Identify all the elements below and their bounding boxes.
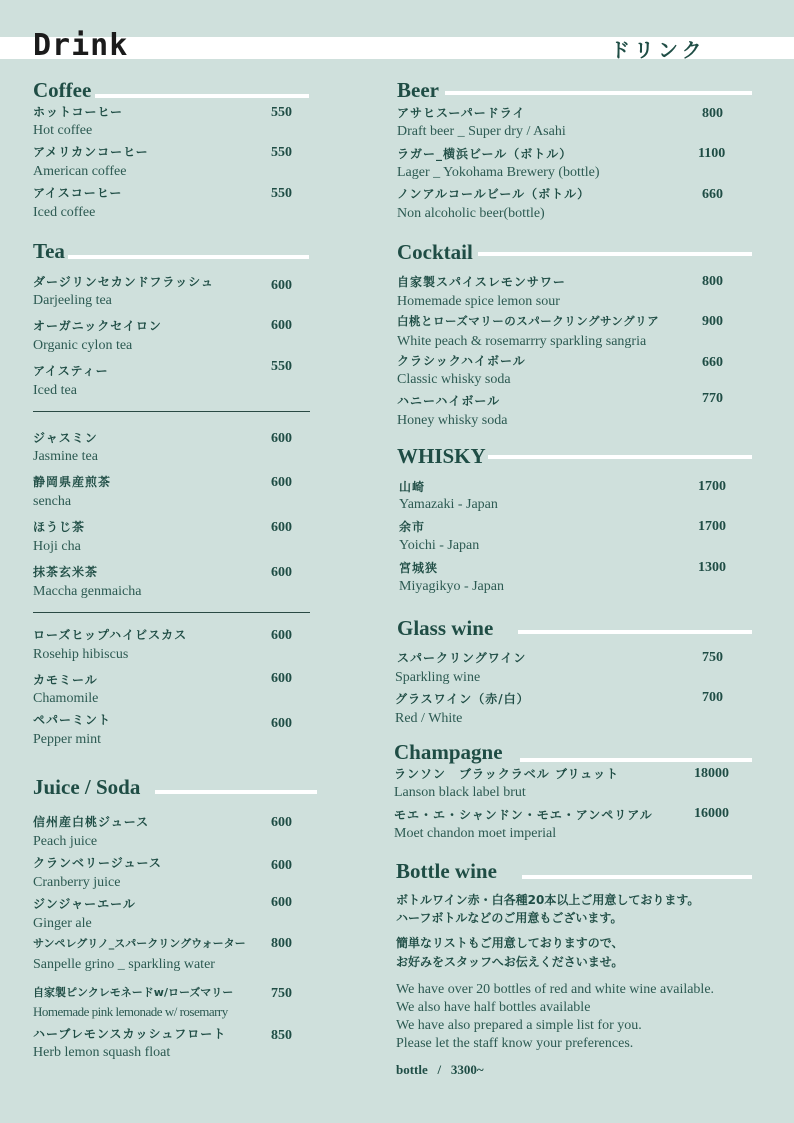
section-title-tea: Tea bbox=[33, 239, 65, 263]
menu-item-name-en: Iced tea bbox=[33, 383, 77, 398]
page-title-jp: ドリンク bbox=[610, 38, 706, 62]
menu-item-name-jp: ホットコーヒー bbox=[33, 105, 124, 119]
menu-item-name-jp: 白桃とローズマリーのスパークリングサングリア bbox=[397, 314, 660, 328]
menu-item-name-jp: 静岡県産煎茶 bbox=[33, 475, 112, 489]
menu-item-price: 550 bbox=[271, 186, 292, 201]
divider bbox=[33, 411, 310, 412]
menu-item-name-en: Rosehip hibiscus bbox=[33, 647, 129, 662]
menu-item-name-en: Pepper mint bbox=[33, 732, 102, 747]
bottle-wine-price: bottle / 3300~ bbox=[396, 1062, 484, 1077]
menu-item-name-en: Organic cylon tea bbox=[33, 338, 133, 353]
menu-item-price: 1100 bbox=[698, 146, 726, 161]
menu-item-name-jp: ランソン ブラックラベル ブリュット bbox=[394, 767, 620, 781]
menu-item-price: 660 bbox=[702, 187, 723, 202]
menu-item-name-en: Cranberry juice bbox=[33, 875, 121, 890]
section-rule bbox=[68, 255, 309, 259]
menu-item-name-jp: 山崎 bbox=[399, 480, 426, 494]
section-rule bbox=[95, 94, 309, 98]
menu-item-name-en: Classic whisky soda bbox=[397, 372, 511, 387]
section-title-champagne: Champagne bbox=[394, 740, 503, 764]
menu-item-price: 550 bbox=[271, 145, 292, 160]
menu-item-name-jp: ハーブレモンスカッシュフロート bbox=[33, 1027, 227, 1041]
bottle-wine-note-en: Please let the staff know your preferences. bbox=[396, 1036, 634, 1051]
menu-item-price: 600 bbox=[271, 431, 292, 446]
menu-item-name-jp: スパークリングワイン bbox=[397, 651, 527, 665]
menu-item-name-en: Sparkling wine bbox=[395, 670, 481, 685]
menu-item-name-jp: ラガー_横浜ビール（ボトル） bbox=[397, 147, 573, 161]
menu-item-price: 900 bbox=[702, 314, 723, 329]
menu-item-name-jp: 自家製ピンクレモネードw/ローズマリー bbox=[33, 986, 234, 999]
menu-item-name-en: Maccha genmaicha bbox=[33, 584, 142, 599]
menu-item-name-en: Homemade pink lemonade w/ rosemarry bbox=[33, 1004, 228, 1019]
menu-item-name-en: Honey whisky soda bbox=[397, 413, 508, 428]
menu-item-name-jp: アメリカンコーヒー bbox=[33, 145, 149, 159]
menu-item-name-en: sencha bbox=[33, 494, 72, 509]
menu-item-name-en: Herb lemon squash float bbox=[33, 1045, 171, 1060]
menu-item-price: 600 bbox=[271, 520, 292, 535]
menu-item-name-en: Miyagikyo - Japan bbox=[399, 579, 504, 594]
menu-item-name-en: Homemade spice lemon sour bbox=[397, 294, 560, 309]
menu-item-name-jp: ハニーハイボール bbox=[397, 394, 501, 408]
menu-item-name-en: White peach & rosemarrry sparkling sangria bbox=[397, 334, 647, 349]
menu-item-name-en: Red / White bbox=[395, 711, 463, 726]
menu-item-name-en: Draft beer _ Super dry / Asahi bbox=[397, 124, 566, 139]
menu-item-name-jp: ペパーミント bbox=[33, 713, 112, 727]
menu-item-price: 600 bbox=[271, 671, 292, 686]
menu-item-price: 750 bbox=[271, 986, 292, 1001]
section-title-juice-soda: Juice / Soda bbox=[33, 775, 141, 799]
menu-item-price: 600 bbox=[271, 716, 292, 731]
menu-item-name-en: Yamazaki - Japan bbox=[399, 497, 498, 512]
menu-item-name-en: American coffee bbox=[33, 164, 127, 179]
menu-item-price: 800 bbox=[702, 106, 723, 121]
menu-item-name-en: Darjeeling tea bbox=[33, 293, 112, 308]
section-rule bbox=[478, 252, 752, 256]
menu-item-name-en: Hot coffee bbox=[33, 123, 93, 138]
menu-item-price: 800 bbox=[271, 936, 292, 951]
menu-item-price: 750 bbox=[702, 650, 723, 665]
menu-item-price: 850 bbox=[271, 1028, 292, 1043]
menu-item-price: 600 bbox=[271, 858, 292, 873]
menu-item-name-en: Peach juice bbox=[33, 834, 98, 849]
menu-item-name-en: Hoji cha bbox=[33, 539, 81, 554]
menu-item-name-jp: 抹茶玄米茶 bbox=[33, 565, 99, 579]
menu-item-price: 600 bbox=[271, 895, 292, 910]
menu-item-name-jp: オーガニックセイロン bbox=[33, 319, 162, 333]
menu-item-price: 1300 bbox=[698, 560, 726, 575]
menu-item-name-en: Sanpelle grino _ sparkling water bbox=[33, 957, 215, 972]
menu-item-name-jp: 宮城狭 bbox=[399, 561, 439, 575]
menu-item-name-jp: ダージリンセカンドフラッシュ bbox=[33, 275, 214, 289]
menu-item-name-jp: アサヒスーパードライ bbox=[397, 106, 526, 120]
section-rule bbox=[518, 630, 752, 634]
menu-item-name-jp: アイスティー bbox=[33, 364, 109, 378]
bottle-wine-note-en: We have also prepared a simple list for you. bbox=[396, 1018, 642, 1033]
menu-item-name-jp: カモミール bbox=[33, 673, 98, 687]
menu-item-name-en: Lager _ Yokohama Brewery (bottle) bbox=[397, 165, 600, 180]
menu-item-price: 600 bbox=[271, 565, 292, 580]
menu-item-price: 16000 bbox=[694, 806, 729, 821]
bottle-wine-note-jp: お好みをスタッフへお伝えくださいませ。 bbox=[396, 955, 624, 969]
menu-item-price: 18000 bbox=[694, 766, 729, 781]
menu-item-name-en: Jasmine tea bbox=[33, 449, 98, 464]
menu-item-name-jp: ジンジャーエール bbox=[33, 897, 136, 911]
bottle-wine-note-jp: ボトルワイン赤・白各種20本以上ご用意しております。 bbox=[396, 893, 700, 907]
menu-item-price: 600 bbox=[271, 278, 292, 293]
menu-item-name-jp: サンペレグリノ_スパークリングウォーター bbox=[33, 937, 246, 950]
menu-item-name-en: Non alcoholic beer(bottle) bbox=[397, 206, 545, 221]
section-title-glass-wine: Glass wine bbox=[397, 616, 494, 640]
section-rule bbox=[520, 758, 752, 762]
section-title-beer: Beer bbox=[397, 78, 439, 102]
menu-item-name-jp: ジャスミン bbox=[33, 431, 98, 445]
menu-item-price: 600 bbox=[271, 815, 292, 830]
menu-item-name-jp: クランベリージュース bbox=[33, 856, 162, 870]
menu-item-price: 550 bbox=[271, 105, 292, 120]
divider bbox=[33, 612, 310, 613]
section-title-coffee: Coffee bbox=[33, 78, 92, 102]
menu-item-price: 550 bbox=[271, 359, 292, 374]
menu-item-price: 700 bbox=[702, 690, 723, 705]
menu-item-name-jp: 自家製スパイスレモンサワー bbox=[397, 275, 566, 289]
section-rule bbox=[488, 455, 752, 459]
menu-item-price: 800 bbox=[702, 274, 723, 289]
menu-item-name-jp: アイスコーヒー bbox=[33, 186, 123, 200]
bottle-wine-note-jp: ハーフボトルなどのご用意もございます。 bbox=[396, 911, 623, 925]
section-rule bbox=[445, 91, 752, 95]
menu-item-name-jp: ほうじ茶 bbox=[33, 520, 86, 534]
menu-item-price: 1700 bbox=[698, 479, 726, 494]
menu-item-name-en: Lanson black label brut bbox=[394, 785, 526, 800]
menu-item-name-jp: ローズヒップハイビスカス bbox=[33, 628, 188, 642]
section-title-cocktail: Cocktail bbox=[397, 240, 473, 264]
page-title: Drink bbox=[33, 28, 129, 63]
section-rule bbox=[522, 875, 752, 879]
menu-item-name-jp: 信州産白桃ジュース bbox=[33, 815, 150, 829]
menu-item-price: 1700 bbox=[698, 519, 726, 534]
section-rule bbox=[155, 790, 317, 794]
menu-item-name-en: Moet chandon moet imperial bbox=[394, 826, 557, 841]
menu-item-name-en: Yoichi - Japan bbox=[399, 538, 480, 553]
section-title-whisky: WHISKY bbox=[397, 444, 486, 468]
menu-item-name-jp: ノンアルコールビール（ボトル） bbox=[397, 187, 591, 201]
menu-item-price: 600 bbox=[271, 628, 292, 643]
section-title-bottle-wine: Bottle wine bbox=[396, 859, 497, 883]
menu-item-name-jp: 余市 bbox=[399, 520, 426, 534]
bottle-wine-note-jp: 簡単なリストもご用意しておりますので、 bbox=[396, 936, 624, 950]
menu-item-price: 660 bbox=[702, 355, 723, 370]
bottle-wine-note-en: We have over 20 bottles of red and white wine available. bbox=[396, 982, 715, 997]
menu-item-name-jp: クラシックハイボール bbox=[397, 354, 526, 368]
menu-item-name-en: Iced coffee bbox=[33, 205, 96, 220]
menu-item-price: 600 bbox=[271, 475, 292, 490]
menu-item-name-en: Chamomile bbox=[33, 691, 99, 706]
menu-item-name-jp: モエ・エ・シャンドン・モエ・アンペリアル bbox=[394, 808, 653, 822]
menu-item-name-en: Ginger ale bbox=[33, 916, 92, 931]
menu-item-price: 600 bbox=[271, 318, 292, 333]
bottle-wine-note-en: We also have half bottles available bbox=[396, 1000, 591, 1015]
menu-item-name-jp: グラスワイン（赤/白） bbox=[395, 692, 530, 706]
menu-item-price: 770 bbox=[702, 391, 723, 406]
